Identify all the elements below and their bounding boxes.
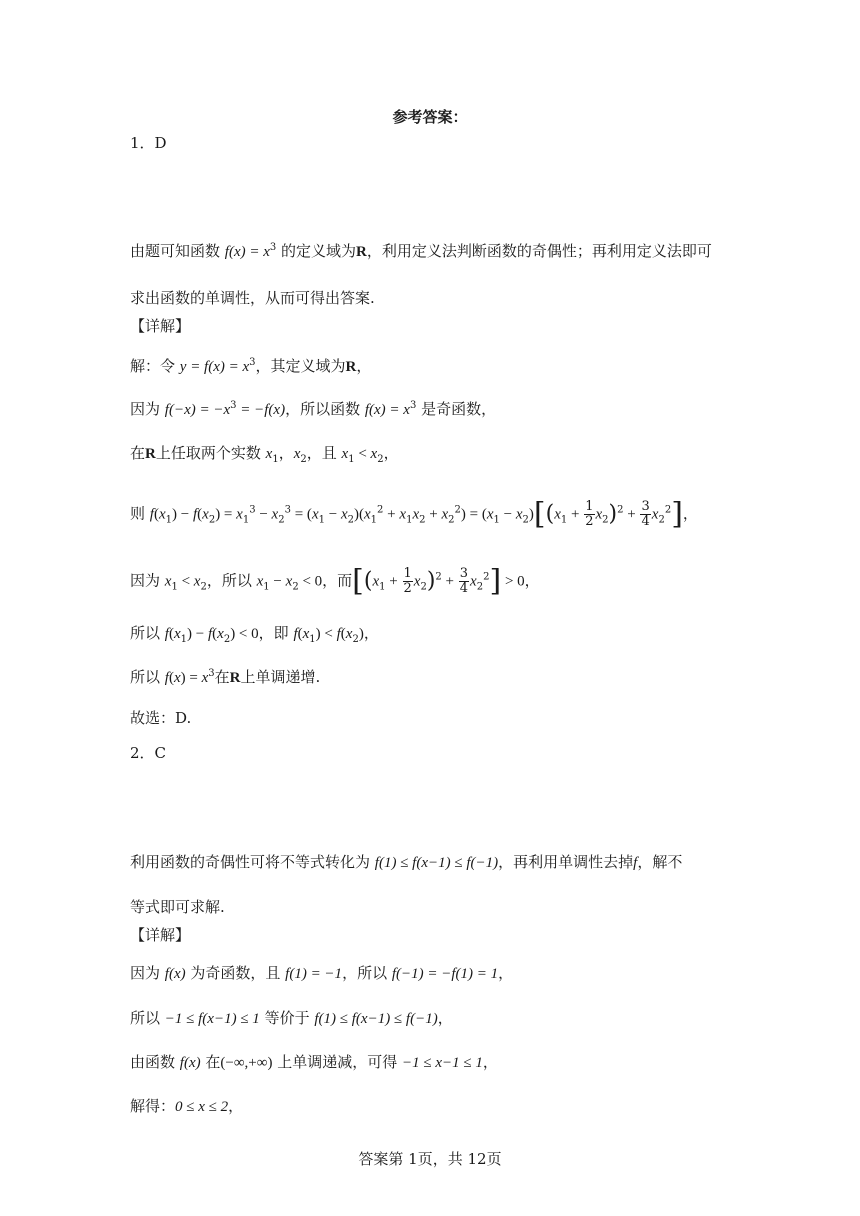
q1-step-3: 在R上任取两个实数 $x_1$，$x_2$，且 $x_1 < x_2$， [130, 444, 399, 465]
q2-step-1: 因为 f(x) 为奇函数，且 f(1) = −1，所以 f(−1) = −f(1) = 1， [130, 964, 514, 982]
q1-step-2: 因为 $f(-x) = -x^3 = -f(x)$，所以函数 $f(x) = x^3$ 是奇函数， [130, 400, 497, 418]
q1-step-1: 解：令 $y = f(x) = x^3$，其定义域为R， [130, 357, 372, 375]
q2-analysis-line-2: 等式即可求解. [130, 898, 225, 916]
q1-detail-heading: 【详解】 [130, 317, 191, 335]
q2-step-4: 解得：0 ≤ x ≤ 2， [130, 1097, 244, 1115]
q1-conclusion: 故选：D. [130, 709, 192, 727]
q1-step-4: 则 $f(x_1) - f(x_2) = x_1^3 - x_2^3 = (x_1 - x_2)(x_1^2 + x_1x_2 + x_2^2) = (x_1 - x_2)[(x_1$ + $\frac{1}{2}$ $x_2)^2$ + $\frac{3}{4}$ $x_2^2$]， [130, 496, 698, 532]
q2-step-3: 由函数 f(x) 在(−∞,+∞) 上单调递减，可得 −1 ≤ x−1 ≤ 1， [130, 1053, 498, 1071]
q1-answer: 1．D [130, 134, 167, 152]
q2-analysis-line-1: 利用函数的奇偶性可将不等式转化为 f(1) ≤ f(x−1) ≤ f(−1)，再利用单调性去掉f，解不 [130, 853, 683, 871]
q1-step-6: 所以 $f(x_1) - f(x_2) < 0$，即 $f(x_1) < f(x_2)$， [130, 624, 379, 645]
q2-detail-heading: 【详解】 [130, 926, 191, 944]
q2-answer: 2．C [130, 744, 167, 762]
q1-analysis-line-2: 求出函数的单调性，从而可得出答案. [130, 289, 375, 307]
page-footer: 答案第 1页，共 12页 [358, 1150, 502, 1168]
page-title: 参考答案： [392, 108, 468, 126]
q1-step-5: 因为 $x_1 < x_2$，所以 $x_1 - x_2 < 0$，而[($x_1$ + $\frac{1}{2}$ $x_2)^2$ + $\frac{3}{4}$ $x_2^2] > 0$， [130, 563, 540, 599]
q2-step-2: 所以 −1 ≤ f(x−1) ≤ 1 等价于 f(1) ≤ f(x−1) ≤ f(−1)， [130, 1009, 453, 1027]
q1-analysis-line-1: 由题可知函数 $f(x) = x^3$ 的定义域为R，利用定义法判断函数的奇偶性；再利用定义法即可 [130, 242, 712, 260]
q1-step-7: 所以 $f(x) = x^3$在R上单调递增. [130, 668, 321, 686]
